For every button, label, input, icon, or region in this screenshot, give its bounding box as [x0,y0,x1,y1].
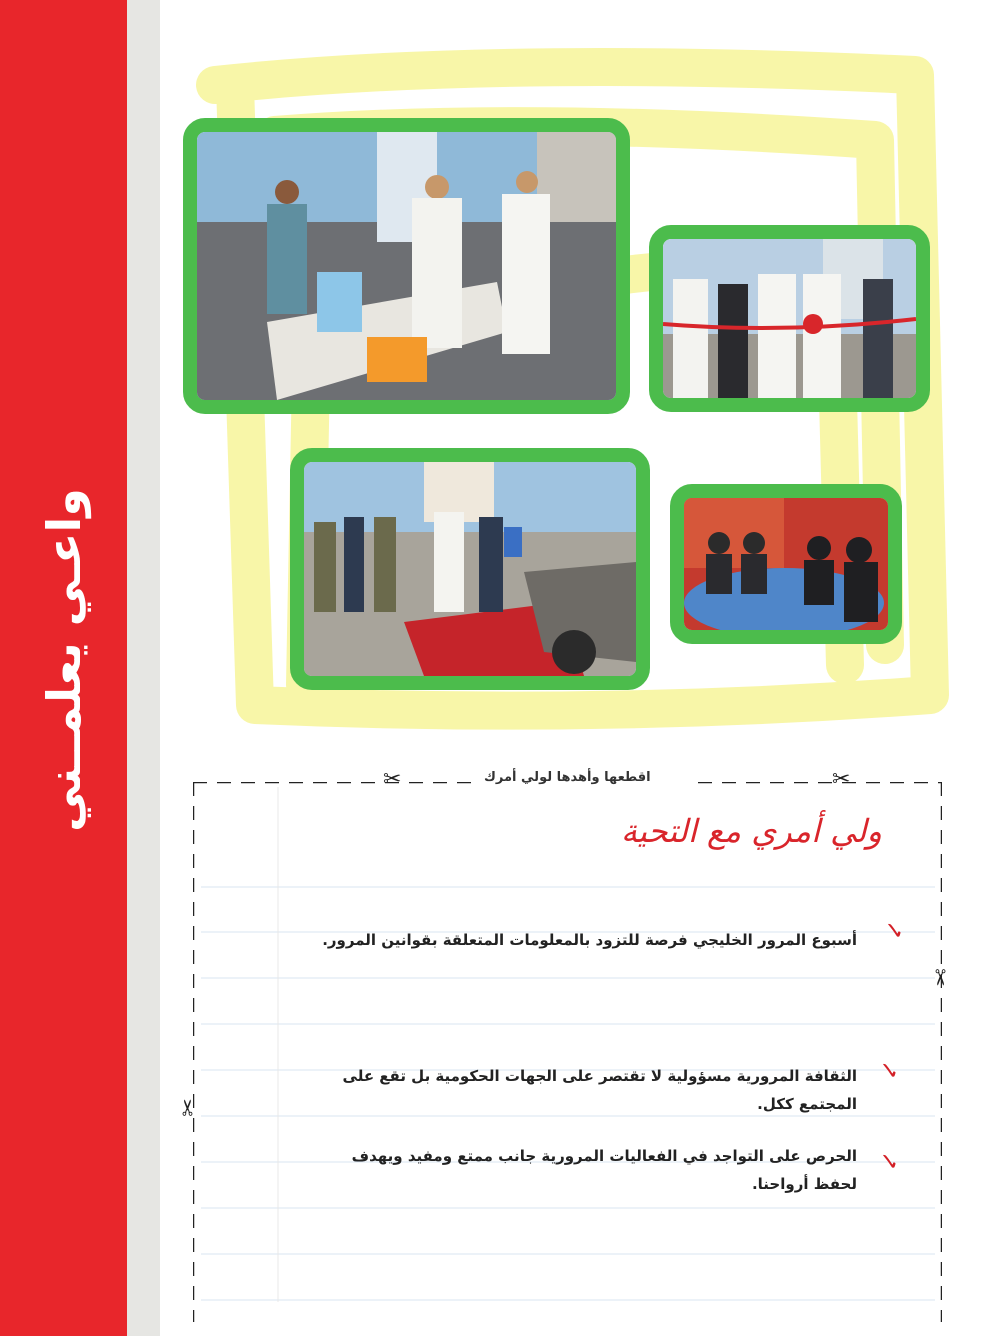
check-mark-icon: ✓ [884,917,905,945]
note-item: الحرص على التواجد في الفعاليات المرورية جانب ممتع ومفيد ويهدف لحفظ أرواحنا. [351,1147,857,1193]
note-item: الثقافة المرورية مسؤولية لا تقتصر على الجهات الحكومية بل تقع على المجتمع ككل. [342,1067,857,1113]
photo-radio-studio [670,484,902,644]
side-title: واعـي يعلمــني [37,488,91,832]
photo-scouts-table [183,118,630,414]
note-item: أسبوع المرور الخليجي فرصة للتزود بالمعلومات المتعلقة بقوانين المرور. [322,931,857,949]
scissors-icon: ✂ [176,1098,202,1117]
scissors-icon: ✂ [383,767,402,792]
photo-crashed-car-exhibit [290,448,650,690]
note-title: ولي أمري مع التحية [620,812,882,850]
scissors-icon: ✂ [832,767,851,792]
check-mark-icon: ✓ [879,1148,900,1176]
cut-out-note-card [193,782,942,1322]
grey-side-strip [127,0,160,1336]
cut-out-instruction: اقطعها وأهدها لولي أمرك [480,770,655,785]
photo-ribbon-cutting [649,225,930,412]
scissors-icon: ✂ [926,968,952,987]
check-mark-icon: ✓ [879,1057,900,1085]
